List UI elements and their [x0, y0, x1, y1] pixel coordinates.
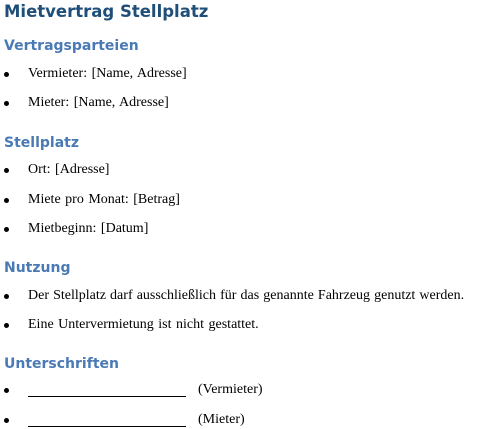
- list-item-text: Der Stellplatz darf ausschließlich für das genannte Fahrzeug genutzt werden.: [28, 288, 465, 303]
- list-item-text: Mietbeginn: [Datum]: [28, 221, 149, 236]
- list-item-text: Mieter: [Name, Adresse]: [28, 95, 169, 110]
- bullet-icon: [4, 168, 9, 173]
- list-item-text: Miete pro Monat: [Betrag]: [28, 192, 180, 207]
- bullet-icon: [4, 101, 9, 106]
- signature-line: [28, 396, 186, 397]
- heading-nutzung: Nutzung: [4, 260, 71, 276]
- heading-stellplatz: Stellplatz: [4, 135, 79, 151]
- bullet-icon: [4, 294, 9, 299]
- document-title: Mietvertrag Stellplatz: [4, 2, 209, 21]
- list-item-text: Eine Untervermietung ist nicht gestattet.: [28, 317, 259, 332]
- signature-line: [28, 426, 186, 427]
- heading-vertragsparteien: Vertragsparteien: [4, 38, 139, 54]
- bullet-icon: [4, 323, 9, 328]
- signature-label: (Mieter): [198, 412, 245, 427]
- bullet-icon: [4, 388, 9, 393]
- bullet-icon: [4, 72, 9, 77]
- list-item-text: Ort: [Adresse]: [28, 162, 110, 177]
- bullet-icon: [4, 418, 9, 423]
- bullet-icon: [4, 227, 9, 232]
- list-item-text: Vermieter: [Name, Adresse]: [28, 66, 187, 81]
- heading-unterschriften: Unterschriften: [4, 356, 119, 372]
- bullet-icon: [4, 198, 9, 203]
- signature-label: (Vermieter): [198, 382, 263, 397]
